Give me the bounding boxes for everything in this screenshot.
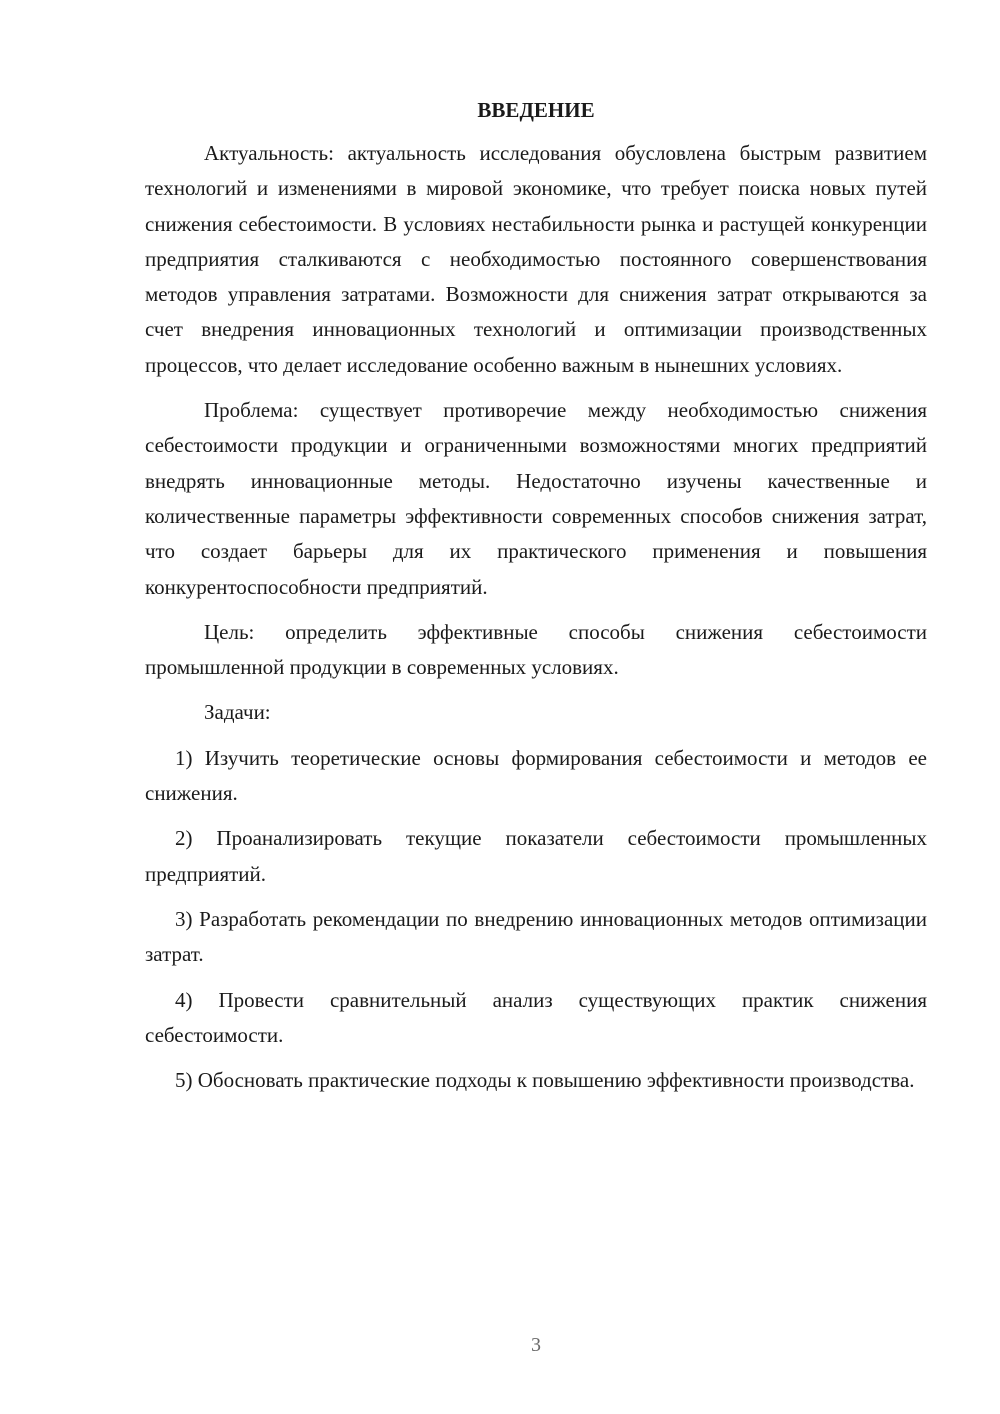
paragraph-goal: Цель: определить эффективные способы снижения себестоимости промышленной продукции в современных условиях. <box>145 619 927 680</box>
task-item: 1) Изучить теоретические основы формирования себестоимости и методов ее снижения. <box>145 745 927 806</box>
task-item: 3) Разработать рекомендации по внедрению инновационных методов оптимизации затрат. <box>145 906 927 967</box>
task-item: 5) Обосновать практические подходы к повышению эффективности производства. <box>175 1068 915 1093</box>
paragraph-relevance: Актуальность: актуальность исследования обусловлена быстрым развитием технологий и изменениями в мировой экономике, что требует поиска новых путей снижения себестоимости. В условиях нестабильности рынка и растущей конкуренции предприятия сталкиваются с необходимостью постоянного совершенствования методов управления затратами. Возможности для снижения затрат открываются за счет внедрения инновационных технологий и оптимизации производственных процессов, что делает исследование особенно важным в нынешних условиях. <box>145 141 927 377</box>
page-number: 3 <box>531 1334 541 1356</box>
tasks-label: Задачи: <box>204 700 271 725</box>
tasks-list <box>145 741 927 1099</box>
paragraph-problem: Проблема: существует противоречие между необходимостью снижения себестоимости продукции и ограниченными возможностями многих предприятий внедрять инновационные методы. Недостаточно изучены качественные и количественные параметры эффективности современных способов снижения затрат, что создает барьеры для их практического применения и повышения конкурентоспособности предприятий. <box>145 398 927 599</box>
task-item: 4) Провести сравнительный анализ существующих практик снижения себестоимости. <box>145 987 927 1047</box>
document-title: ВВЕДЕНИЕ <box>477 98 595 122</box>
document-page <box>145 96 927 1108</box>
task-item: 2) Проанализировать текущие показатели себестоимости промышленных предприятий. <box>145 826 927 886</box>
